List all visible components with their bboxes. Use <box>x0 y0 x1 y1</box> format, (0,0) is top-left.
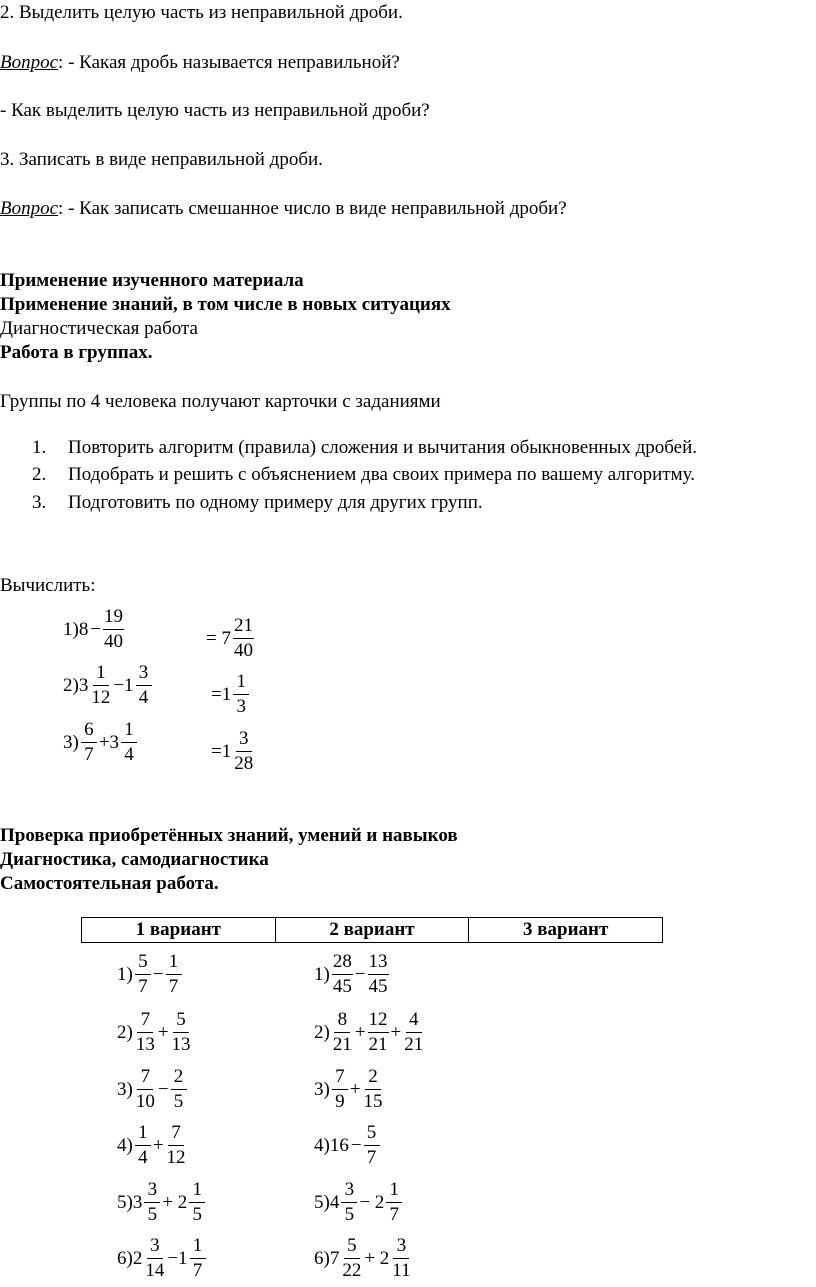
question-1 <box>0 52 400 74</box>
v2-task: 6)7 $\frac{5}{22}$ + 2 $\frac{3}{11}$ <box>314 1235 411 1281</box>
v2-task: 3) $\frac{7}{9}$ + $\frac{2}{15}$ <box>314 1066 383 1112</box>
heading-knowledge: Применение знаний, в том числе в новых ситуациях <box>0 294 451 315</box>
calc-expression-1: 1)8 − $\frac{19}{40}$ <box>63 606 124 652</box>
calc-answer-1: = 7 $\frac{21}{40}$ <box>206 615 253 661</box>
heading-groups: Работа в группах. <box>0 342 153 363</box>
list-item: 1. Повторить алгоритм (правила) сложения и вычитания обыкновенных дробей. <box>32 437 698 458</box>
heading-diagnostics: Диагностика, самодиагностика <box>0 849 269 870</box>
v1-task: 4) $\frac{1}{4}$ + $\frac{7}{12}$ <box>117 1122 186 1168</box>
v1-task: 5)3 $\frac{3}{5}$ + 2 $\frac{1}{5}$ <box>116 1180 206 1225</box>
variants-table <box>81 917 663 943</box>
groups-intro: Группы по 4 человека получают карточки с заданиями <box>0 391 441 412</box>
heading-application: Применение изученного материала <box>0 270 304 291</box>
v1-task: 3) $\frac{7}{10}$ − $\frac{2}{5}$ <box>116 1067 188 1112</box>
heading-diagnostic: Диагностическая работа <box>0 318 198 339</box>
heading-independent-work: Самостоятельная работа. <box>0 873 219 894</box>
v2-task: 4)16 − $\frac{5}{7}$ <box>313 1123 381 1168</box>
list-item: 2. Подобрать и решить с объяснением два своих примера по вашему алгоритму. <box>32 464 695 485</box>
v2-task: 1) $\frac{28}{45}$ − $\frac{13}{45}$ <box>314 951 388 997</box>
calc-expression-3: 3) $\frac{6}{7}$ +3 $\frac{1}{4}$ <box>62 720 138 765</box>
question-3-text: : - Как записать смешанное число в виде неправильной дроби? <box>58 198 567 219</box>
variant-2-header: 2 вариант <box>275 918 469 943</box>
question-label: Вопрос <box>0 198 59 219</box>
question-label: Вопрос <box>0 52 59 73</box>
calc-expression-2: 2)3 $\frac{1}{12}$ −1 $\frac{3}{4}$ <box>62 663 153 708</box>
calc-answer-2: =1 $\frac{1}{3}$ <box>210 672 250 717</box>
v2-task: 5)4 $\frac{3}{5}$ − 2 $\frac{1}{7}$ <box>313 1180 403 1225</box>
question-1-text: : - Какая дробь называется неправильной? <box>58 52 400 73</box>
question-3 <box>0 198 567 220</box>
item-3: 3. Записать в виде неправильной дроби. <box>0 149 323 170</box>
list-item: 3. Подготовить по одному примеру для других групп. <box>32 492 483 513</box>
item-2: 2. Выделить целую часть из неправильной дроби. <box>0 2 403 23</box>
variant-1-header: 1 вариант <box>82 918 276 943</box>
variant-3-header: 3 вариант <box>469 918 663 943</box>
v1-task: 6)2 $\frac{3}{14}$ −1 $\frac{1}{7}$ <box>116 1236 207 1281</box>
calc-label: Вычислить: <box>0 575 96 596</box>
question-2: - Как выделить целую часть из неправильной дроби? <box>0 100 430 121</box>
v2-task: 2) $\frac{8}{21}$ + $\frac{12}{21}$ + $\frac{4}{21}$ <box>314 1009 424 1055</box>
heading-check: Проверка приобретённых знаний, умений и навыков <box>0 825 458 846</box>
v1-task: 2) $\frac{7}{13}$ + $\frac{5}{13}$ <box>117 1009 191 1055</box>
calc-answer-3: =1 $\frac{3}{28}$ <box>211 728 254 774</box>
v1-task: 1) $\frac{5}{7}$ − $\frac{1}{7}$ <box>116 952 183 997</box>
